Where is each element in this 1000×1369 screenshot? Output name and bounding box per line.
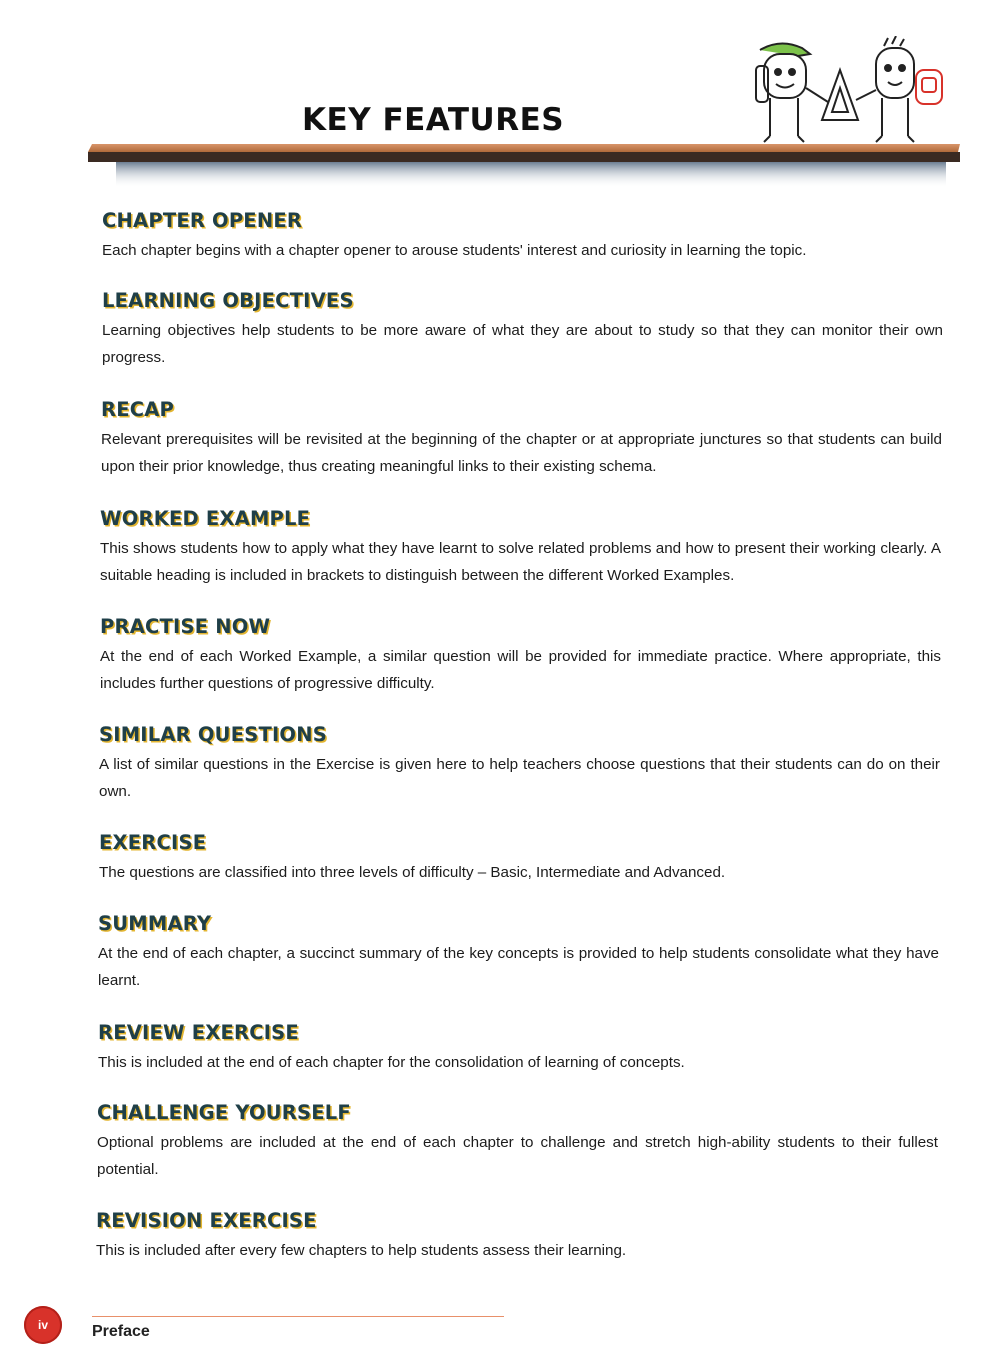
feature-heading: REVIEW EXERCISE [98,1021,299,1044]
feature-description: At the end of each chapter, a succinct summary of the key concepts is provided to help students consolidate what they have learnt. [98,945,939,989]
feature-description: At the end of each Worked Example, a similar question will be provided for immediate practice. Where appropriate, this includes further questions of progressive difficulty. [100,648,941,692]
feature-description: This shows students how to apply what they have learnt to solve related problems and how to present their working clearly. A suitable heading is included in brackets to distinguish between the different Worked Examples. [100,540,941,584]
feature-challenge-yourself [97,1101,938,1183]
feature-description: Learning objectives help students to be more aware of what they are about to study so that they can monitor their own progress. [102,322,943,366]
feature-similar-questions [99,723,940,805]
feature-description: Each chapter begins with a chapter opener to arouse students' interest and curiosity in learning the topic. [102,242,807,259]
feature-exercise [99,831,940,887]
feature-heading: PRACTISE NOW [100,615,271,638]
feature-review-exercise [98,1021,939,1077]
feature-heading: CHALLENGE YOURSELF [97,1101,351,1124]
cartoon-mascots-illustration [740,36,960,152]
feature-heading: SUMMARY [98,912,212,935]
boy-character-icon [756,43,828,142]
set-square-icon [822,70,858,120]
header-banner [0,0,1000,200]
feature-heading: LEARNING OBJECTIVES [102,289,354,312]
feature-summary [98,912,939,994]
page-number-badge: iv [24,1306,62,1344]
feature-description: A list of similar questions in the Exercise is given here to help teachers choose questions that their students can do on their own. [99,756,940,800]
feature-heading: WORKED EXAMPLE [100,507,311,530]
feature-heading: EXERCISE [99,831,207,854]
feature-heading: SIMILAR QUESTIONS [99,723,327,746]
feature-heading: REVISION EXERCISE [96,1209,317,1232]
feature-heading: CHAPTER OPENER [102,209,303,232]
feature-revision-exercise [96,1209,937,1265]
footer-divider [92,1316,504,1317]
footer-section-label: Preface [92,1323,150,1340]
feature-description: Optional problems are included at the end of each chapter to challenge and stretch high-ability students to their fullest potential. [97,1134,938,1178]
feature-recap [101,398,942,480]
page-title: KEY FEATURES [302,102,565,138]
feature-description: The questions are classified into three levels of difficulty – Basic, Intermediate and Advanced. [99,864,726,881]
feature-description: Relevant prerequisites will be revisited at the beginning of the chapter or at appropriate junctures so that students can build upon their prior knowledge, thus creating meaningful links to their existing schema. [101,431,942,475]
feature-practise-now [100,615,941,697]
feature-description: This is included after every few chapters to help students assess their learning. [96,1242,627,1259]
feature-worked-example [100,507,941,589]
feature-heading: RECAP [101,398,175,421]
feature-description: This is included at the end of each chapter for the consolidation of learning of concepts. [98,1054,685,1071]
feature-learning-objectives [102,289,943,371]
girl-character-icon [856,36,942,142]
feature-chapter-opener [102,209,942,265]
